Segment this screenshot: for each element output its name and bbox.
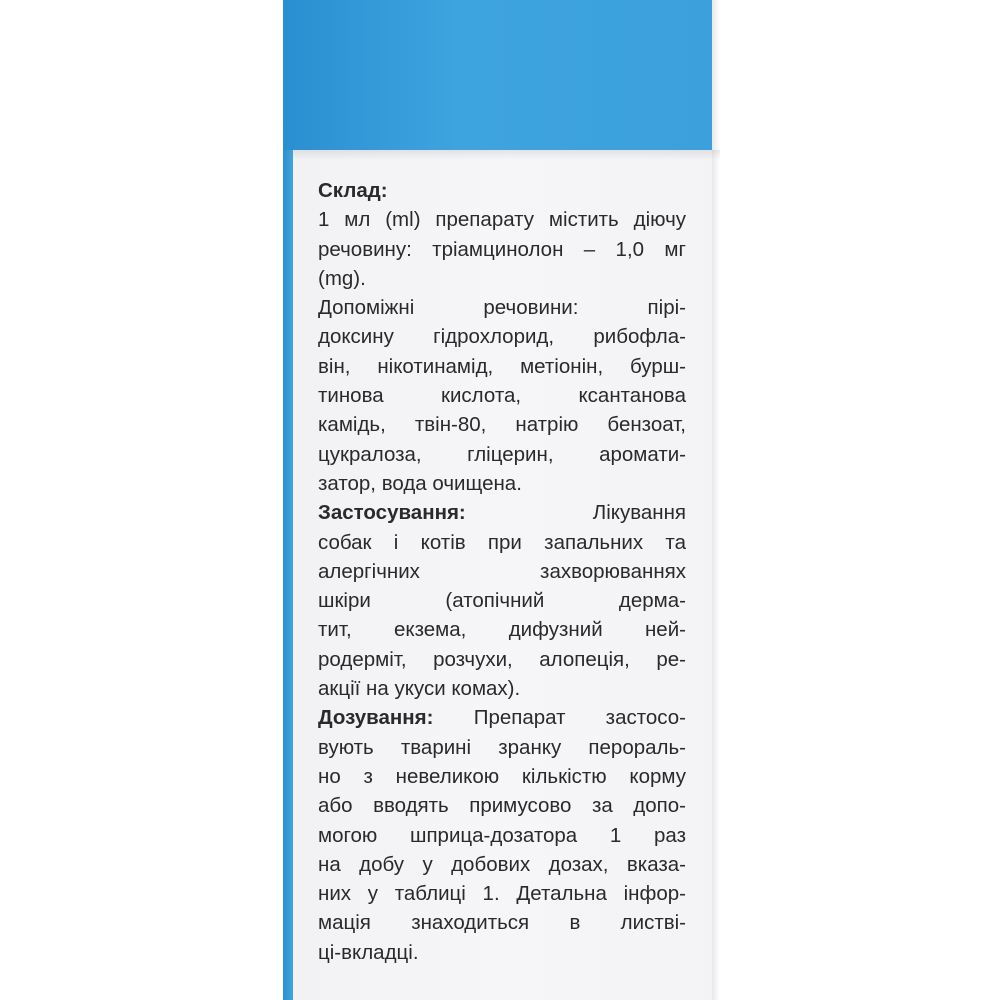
dosage-line: або вводять примусово за допо- [318, 794, 686, 818]
dosage-line: могою шприца-дозатора 1 раз [318, 823, 686, 847]
composition-line: речовину: тріамцинолон – 1,0 мг [318, 237, 686, 261]
usage-heading: Застосування: [318, 501, 466, 525]
usage-line: родерміт, розчухи, алопеція, ре- [318, 647, 686, 671]
composition-line: камідь, твін-80, натрію бензоат, [318, 413, 686, 437]
box-blue-top-panel [283, 0, 720, 152]
composition-line: цукралоза, гліцерин, аромати- [318, 442, 686, 466]
usage-first-line [318, 498, 686, 527]
composition-line: затор, вода очищена. [318, 471, 522, 495]
composition-line: доксину гідрохлорид, рибофла- [318, 325, 686, 349]
composition-line: 1 мл (ml) препарату містить діючу [318, 208, 686, 232]
dosage-line: но з невеликою кількістю корму [318, 764, 686, 788]
composition-heading: Склад: [318, 179, 388, 202]
dosage-first-line-rest: Препарат застосо- [473, 706, 687, 730]
composition-line: він, нікотинамід, метіонін, бурш- [318, 354, 686, 378]
usage-line: алергічних захворюваннях [318, 559, 686, 583]
usage-line: собак і котів при запальних та [318, 530, 686, 554]
dosage-first-line [318, 703, 686, 732]
composition-line: тинова кислота, ксантанова [318, 384, 686, 408]
usage-line: акції на укуси комах). [318, 677, 521, 701]
dosage-heading: Дозування: [318, 706, 434, 730]
label-text-block [318, 176, 686, 967]
usage-line: шкіри (атопічний дерма- [318, 589, 686, 613]
box-top-shadow [293, 150, 720, 160]
dosage-line: ці-вкладці. [318, 940, 419, 964]
composition-line: (mg). [318, 266, 366, 290]
usage-first-line-rest: Лікування [592, 501, 686, 525]
dosage-line: на добу у добових дозах, вказа- [318, 852, 686, 876]
usage-line: тит, екзема, дифузний ней- [318, 618, 686, 642]
dosage-line: мація знаходиться в листві- [318, 911, 686, 935]
composition-line: Допоміжні речовини: пірі- [318, 296, 686, 320]
dosage-line: них у таблиці 1. Детальна інфор- [318, 882, 686, 906]
dosage-line: вують тварині зранку перораль- [318, 735, 686, 759]
